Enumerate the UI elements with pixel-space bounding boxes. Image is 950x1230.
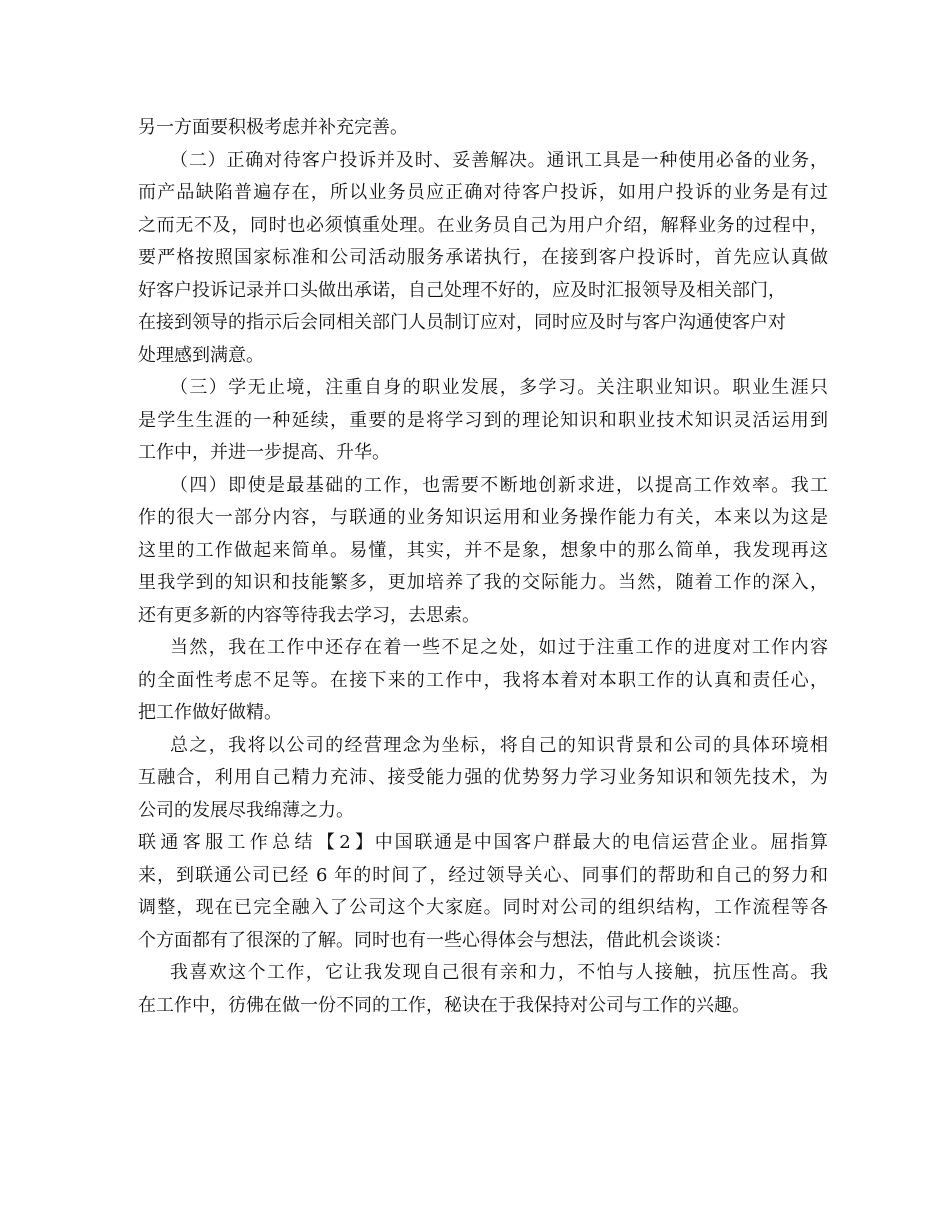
text-line: 总之，我将以公司的经营理念为坐标，将自己的知识背景和公司的具体环境相: [170, 734, 828, 756]
text-line: 把工作做好做精。: [138, 702, 282, 723]
document-body: [138, 112, 828, 1022]
text-line: （三）学无止境，注重自身的职业发展，多学习。关注职业知识。职业生涯只: [170, 377, 828, 398]
text-line: 个方面都有了很深的了解。同时也有一些心得体会与想法，借此机会谈谈：: [138, 929, 732, 951]
text-line: 工作中，并进一步提高、升华。: [138, 442, 390, 463]
text-line: 是学生生涯的一种延续，重要的是将学习到的理论知识和职业技术知识灵活运用到: [138, 409, 828, 431]
text-line: 互融合，利用自己精力充沛、接受能力强的优势努力学习业务知识和领先技术，为: [138, 767, 828, 788]
text-line: 在工作中，彷佛在做一份不同的工作，秘诀在于我保持对公司与工作的兴趣。: [138, 994, 750, 1016]
text-line: 好客户投诉记录并口头做出承诺，自己处理不好的，应及时汇报领导及相关部门，: [138, 279, 786, 301]
paragraph-lines: [138, 112, 828, 827]
text-line: 另一方面要积极考虑并补充完善。: [138, 117, 408, 138]
text-line: 我喜欢这个工作，它让我发现自己很有亲和力，不怕与人接触，抗压性高。我: [170, 962, 828, 983]
text-line: 处理感到满意。: [138, 344, 264, 366]
text-line: 在接到领导的指示后会同相关部门人员制订应对，同时应及时与客户沟通使客户对: [138, 312, 786, 333]
text-line: 公司的发展尽我绵薄之力。: [138, 799, 354, 821]
text-line: 之而无不及，同时也必须慎重处理。在业务员自己为用户介绍，解释业务的过程中，: [138, 214, 828, 236]
section-first-line: 中国联通是中国客户群最大的电信运营企业。屈指算: [373, 832, 828, 853]
text-line: 要严格按照国家标准和公司活动服务承诺执行，在接到客户投诉时，首先应认真做: [138, 247, 828, 268]
text-line: （四）即使是最基础的工作，也需要不断地创新求进，以提高工作效率。我工: [170, 474, 828, 496]
text-line: 还有更多新的内容等待我去学习，去思索。: [138, 604, 480, 626]
paragraph-lines-after: [138, 860, 828, 1023]
text-line: 而产品缺陷普遍存在，所以业务员应正确对待客户投诉，如用户投诉的业务是有过: [138, 182, 828, 203]
text-line: 作的很大一部分内容，与联通的业务知识运用和业务操作能力有关，本来以为这是: [138, 507, 828, 528]
text-line: 里我学到的知识和技能繁多，更加培养了我的交际能力。当然，随着工作的深入，: [138, 572, 828, 593]
section-heading: 联通客服工作总结【2】: [138, 832, 373, 853]
text-line: 来，到联通公司已经 6 年的时间了，经过领导关心、同事们的帮助和自己的努力和: [138, 864, 828, 886]
text-line: 当然，我在工作中还存在着一些不足之处，如过于注重工作的进度对工作内容: [170, 637, 828, 658]
section-heading-line: [138, 827, 828, 860]
text-line: （二）正确对待客户投诉并及时、妥善解决。通讯工具是一种使用必备的业务，: [170, 149, 828, 171]
text-line: 调整，现在已完全融入了公司这个大家庭。同时对公司的组织结构，工作流程等各: [138, 897, 828, 918]
text-line: 的全面性考虑不足等。在接下来的工作中，我将本着对本职工作的认真和责任心，: [138, 669, 828, 691]
text-line: 这里的工作做起来简单。易懂，其实，并不是象，想象中的那么简单，我发现再这: [138, 539, 828, 561]
